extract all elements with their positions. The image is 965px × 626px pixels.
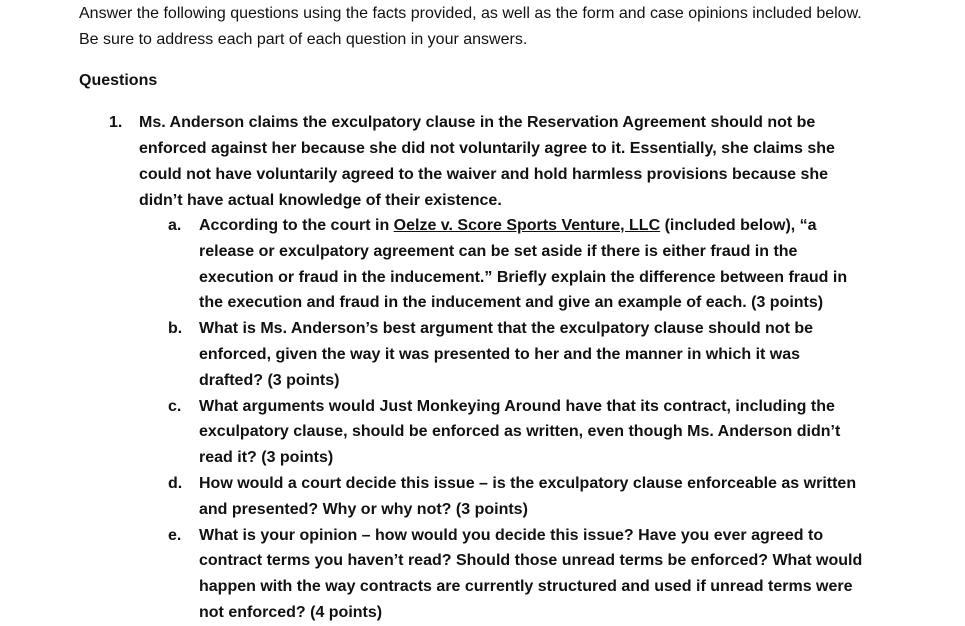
subquestion-text bbox=[199, 213, 864, 316]
subquestion-b bbox=[168, 316, 868, 393]
subquestion-a bbox=[168, 213, 868, 316]
subquestion-letter: c. bbox=[168, 397, 182, 415]
subquestion-letter: a. bbox=[168, 217, 182, 234]
subquestion-list bbox=[168, 213, 868, 626]
subquestion-text: What is Ms. Anderson’s best argument that the exculpatory clause should not be enforced, given the way it was presented to her and the manner in which it was drafted? (3 points) bbox=[199, 320, 814, 389]
subquestion-text: How would a court decide this issue – is the exculpatory clause enforceable as written and presented? Why or why not? (3 points) bbox=[199, 474, 857, 518]
case-citation: Oelze v. Score Sports Venture, LLC bbox=[393, 217, 661, 234]
subquestion-d bbox=[168, 471, 868, 523]
subquestion-e bbox=[168, 523, 868, 626]
subquestion-letter: e. bbox=[168, 526, 182, 544]
question-number: 1. bbox=[109, 114, 123, 131]
subquestion-letter: d. bbox=[168, 474, 183, 492]
instructions-paragraph: Answer the following questions using the facts provided, as well as the form and case opinions included below. Be sure to address each part of each question in your answers. bbox=[79, 5, 862, 48]
subquestion-text-before: According to the court in bbox=[199, 217, 394, 234]
subquestion-letter: b. bbox=[168, 320, 183, 338]
questions-heading: Questions bbox=[79, 72, 158, 89]
subquestion-text: What arguments would Just Monkeying Around have that its contract, including the exculpatory clause, should be enforced as written, even though Ms. Anderson didn’t read it? (3 points) bbox=[199, 397, 841, 467]
question-text: Ms. Anderson claims the exculpatory clause in the Reservation Agreement should not be enforced against her because she did not voluntarily agree to it. Essentially, she claims she could not have voluntarily agreed to the waiver and hold harmless provisions because she didn’t have actual knowledge of their existence. bbox=[139, 114, 835, 209]
subquestion-c bbox=[168, 394, 868, 471]
subquestion-text: What is your opinion – how would you decide this issue? Have you ever agreed to contract terms you haven’t read? Should those unread terms be enforced? What would happen with the way contracts are currently structured and used if unread terms were not enforced? (4 points) bbox=[199, 526, 863, 621]
subquestion-text-after: (included below), “a release or exculpatory agreement can be set aside if there is either fraud in the execution or fraud in the inducement.” Briefly explain the difference between fraud in the execution and fraud in the inducement and give an example of each. (3 points) bbox=[199, 217, 848, 312]
